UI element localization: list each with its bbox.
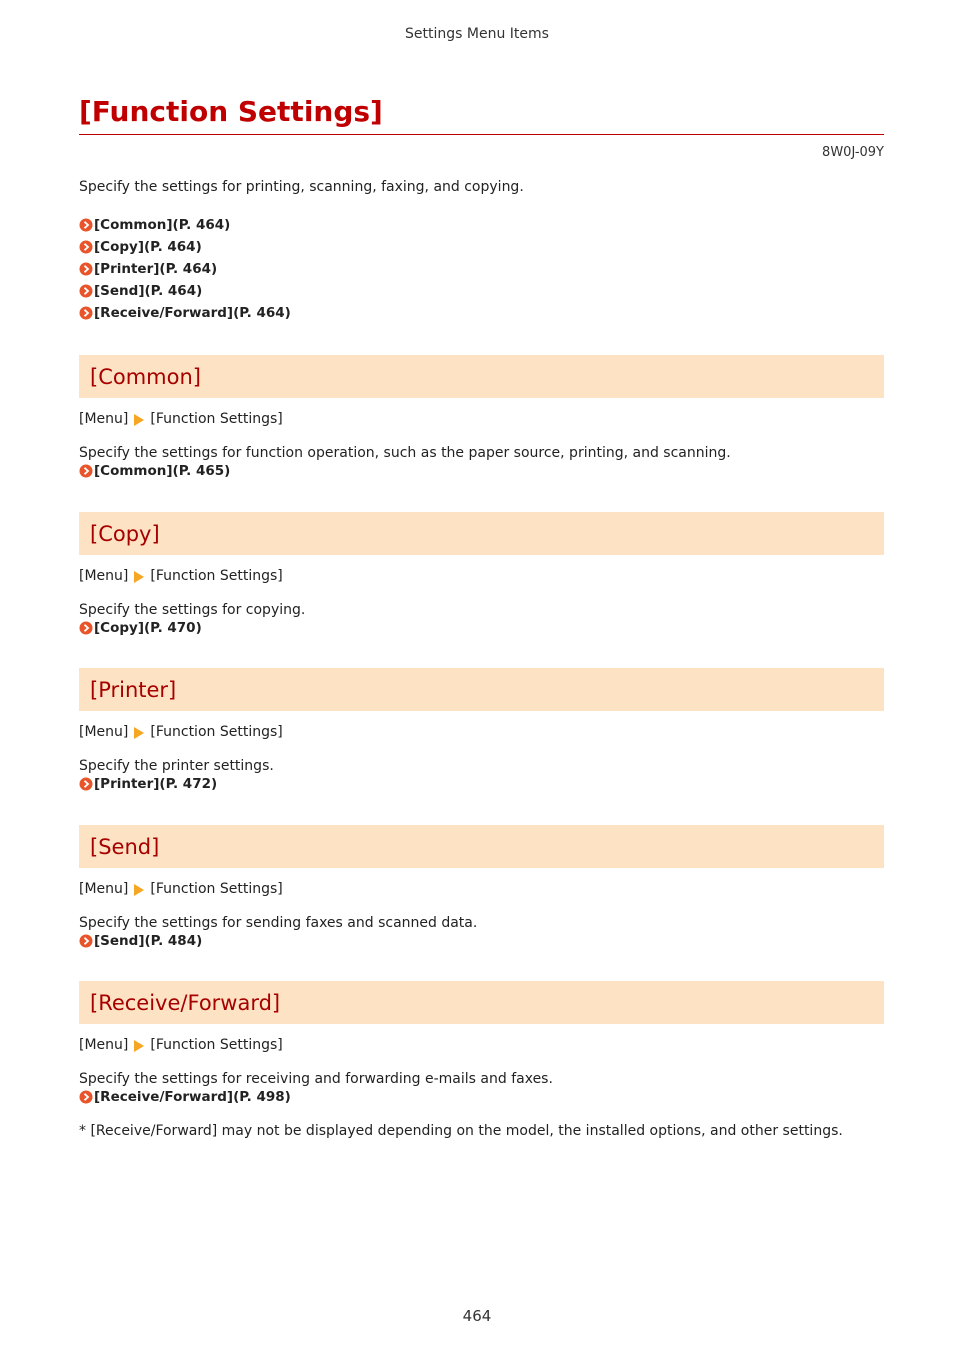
toc-item: [79, 238, 291, 260]
section-send: [79, 825, 884, 952]
section-link-send[interactable]: [79, 932, 202, 950]
section-title: [Common]: [90, 364, 201, 389]
section-title: [Printer]: [90, 677, 177, 702]
section-link-copy[interactable]: [79, 619, 202, 637]
section-title: [Copy]: [90, 521, 160, 546]
toc-item: [79, 282, 291, 304]
toc-link-copy[interactable]: [79, 238, 202, 256]
toc-link-label: [Common](P. 464): [94, 217, 231, 233]
circle-arrow-right-icon: [79, 240, 93, 254]
section-link-label: [Copy](P. 470): [94, 620, 202, 636]
menu-path-start: [Menu]: [79, 724, 129, 740]
menu-path: [79, 409, 884, 429]
menu-path-end: [Function Settings]: [150, 1037, 283, 1053]
section-description: Specify the settings for copying.: [79, 602, 306, 618]
section-link-receive-forward[interactable]: [79, 1088, 291, 1106]
section-link-label: [Printer](P. 472): [94, 776, 218, 792]
triangle-right-icon: [134, 414, 144, 426]
running-head: Settings Menu Items: [405, 26, 549, 42]
menu-path: [79, 1035, 884, 1055]
triangle-right-icon: [134, 1040, 144, 1052]
circle-arrow-right-icon: [79, 218, 93, 232]
toc-link-common[interactable]: [79, 216, 230, 234]
section-receive-forward: [79, 981, 884, 1108]
section-title: [Send]: [90, 834, 160, 859]
toc-link-label: [Printer](P. 464): [94, 261, 218, 277]
menu-path-start: [Menu]: [79, 568, 129, 584]
section-header: [79, 355, 884, 398]
menu-path-end: [Function Settings]: [150, 568, 283, 584]
circle-arrow-right-icon: [79, 464, 93, 478]
section-description: Specify the settings for function operation, such as the paper source, printing, and scanning.: [79, 445, 731, 461]
section-header: [79, 981, 884, 1024]
section-header: [79, 668, 884, 711]
toc-link-printer[interactable]: [79, 260, 217, 278]
toc-link-receive-forward[interactable]: [79, 304, 291, 322]
toc-link-send[interactable]: [79, 282, 202, 300]
section-link-label: [Common](P. 465): [94, 463, 231, 479]
section-header: [79, 825, 884, 868]
menu-path-start: [Menu]: [79, 881, 129, 897]
toc-item: [79, 304, 291, 326]
toc-link-label: [Copy](P. 464): [94, 239, 202, 255]
toc-link-label: [Receive/Forward](P. 464): [94, 305, 291, 321]
menu-path-end: [Function Settings]: [150, 881, 283, 897]
section-title: [Receive/Forward]: [90, 990, 281, 1015]
section-link-printer[interactable]: [79, 775, 217, 793]
triangle-right-icon: [134, 571, 144, 583]
section-common: [79, 355, 884, 482]
menu-path-end: [Function Settings]: [150, 724, 283, 740]
circle-arrow-right-icon: [79, 262, 93, 276]
circle-arrow-right-icon: [79, 284, 93, 298]
circle-arrow-right-icon: [79, 306, 93, 320]
page-number: 464: [462, 1307, 492, 1325]
section-description: Specify the settings for receiving and forwarding e-mails and faxes.: [79, 1071, 553, 1087]
section-printer: [79, 668, 884, 795]
toc-link-label: [Send](P. 464): [94, 283, 203, 299]
title-rule: [79, 134, 884, 135]
section-description: Specify the printer settings.: [79, 758, 274, 774]
toc-item: [79, 260, 291, 282]
circle-arrow-right-icon: [79, 1090, 93, 1104]
menu-path-start: [Menu]: [79, 411, 129, 427]
section-link-label: [Send](P. 484): [94, 933, 203, 949]
footnote: * [Receive/Forward] may not be displayed depending on the model, the installed options, and other settings.: [79, 1123, 843, 1139]
section-link-label: [Receive/Forward](P. 498): [94, 1089, 291, 1105]
intro-text: Specify the settings for printing, scanning, faxing, and copying.: [79, 179, 524, 195]
toc-item: [79, 216, 291, 238]
page-title: [Function Settings]: [79, 95, 383, 128]
menu-path: [79, 566, 884, 586]
triangle-right-icon: [134, 727, 144, 739]
menu-path-start: [Menu]: [79, 1037, 129, 1053]
menu-path-end: [Function Settings]: [150, 411, 283, 427]
circle-arrow-right-icon: [79, 621, 93, 635]
section-description: Specify the settings for sending faxes and scanned data.: [79, 915, 478, 931]
menu-path: [79, 879, 884, 899]
circle-arrow-right-icon: [79, 934, 93, 948]
circle-arrow-right-icon: [79, 777, 93, 791]
document-code: 8W0J-09Y: [822, 145, 884, 160]
section-copy: [79, 512, 884, 639]
toc-list: [79, 216, 291, 326]
menu-path: [79, 722, 884, 742]
section-link-common[interactable]: [79, 462, 230, 480]
triangle-right-icon: [134, 884, 144, 896]
section-header: [79, 512, 884, 555]
